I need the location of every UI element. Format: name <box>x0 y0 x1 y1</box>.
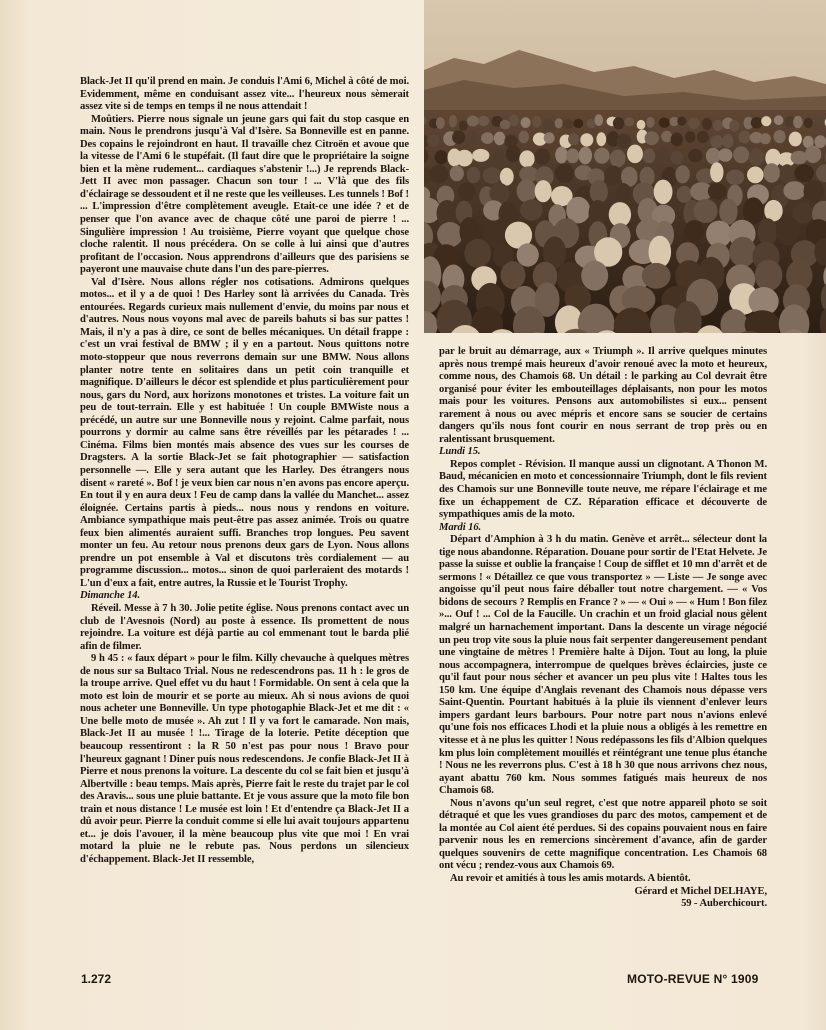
crowd-head <box>435 150 448 164</box>
crowd-head <box>649 236 672 268</box>
crowd-head <box>464 239 491 268</box>
paragraph: Départ d'Amphion à 3 h du matin. Genève et arrêt... sélecteur dont la tige nous abandonne. Réparation. Douane pour sortir de l'Etat Helvete. Je passe la suisse et oublie la française ! Coup de sifflet et 10 mn d'arrêt et de sermons ! « Détaillez ce que vous transportez » — Liste — Je songe avec angoisse qu'il peut nous faire déballer tout notre chargement. — « Vos bidons de secours ? Remplis en France ? » — « Oui » — « Hum ! Bon filez »... Ouf ! ... Col de la Faucille. Un crachin et un froid glacial nous gèlent malgré un harnachement important. Dans la descente un virage négocié un peu trop vite sous la pluie nous fait serpenter dangereusement pendant une vingtaine de mètres ! Première halte à Dijon. Tout au long, la pluie nous accompagnera, interrompue de quelques brèves éclaircies, juste ce qu'il faut pour nous sécher et avancer un peu plus vite ! Haltes tous les 150 km. Une équipe d'Anglais revenant des Chamois nous dépasse vers Saint-Quentin. Pourtant habitués à la pluie ils viennent d'enlever leurs impers gardant leurs barbours. Pour notre part nous n'avions enlevé qu'une fois nos efficaces Lhodi et la pluie nous a obligés à les remettre en vitesse et à ne plus les quitter ! Nous redépassons les fils d'Albion quelques km plus loin complètement mouillés et réintégrant une tenue plus étanche ! Nous ne les reverrons plus. C'est à 18 h 30 que nous arrivons chez nous, ayant abattu 760 km. Nous sommes fatigués mais heureux de nos Chamois 68. <box>439 534 767 797</box>
crowd-head <box>643 148 655 163</box>
crowd-head <box>517 243 539 266</box>
paragraph: 9 h 45 : « faux départ » pour le film. Killy chevauche à quelques mètres de nous sur sa Bultaco Trial. Nous ne redescendrons pas. 11 h : le gros de la troupe arrive. Quel effet vu du haut ! Formidable. On sent à cela que la moto est loin de mourir et se porte au mieux. Ah si nous avions de quoi nous acheter une Bonneville. Un type photogaphie Black-Jet et me dit : « Une belle moto de musée ». Ah zut ! Il y va fort le camarade. Non mais, Black-Jet II au musée ! !... Tirage de la loterie. Petite déception que beaucoup ressentiront : la R 50 n'est pas pour nous ! Bravo pour l'heureux gagnant ! Diner puis nous redescendons. Je confie Black-Jet II à Pierre et nous prenons la voiture. La descente du col se fait bien et jusqu'à Albertville : beau temps. Mais après, Pierre fait le reste du trajet par le col des Aravis... sous une pluie battante. Et je vous assure que la moto file bon train et nous distance ! Le musée est loin ! Et d'entendre ça Black-Jet II a dû avoir peur. Pierre la conduit comme si elle lui avait toujours appartenu et... je dois l'avouer, il la mène beaucoup plus vite que moi ! En vrai motard la pluie ne le rebute pas. Nous perdons un silencieux d'échappement. Black-Jet II ressemble, <box>80 653 409 865</box>
paragraph: par le bruit au démarrage, aux « Triumph ». Il arrive quelques minutes après nous trempé mais heureux d'avoir renoué avec la moto et heureux, comme nous, des Chamois 68. Un détail : le parking au Col devrait être organisé pour éviter les embouteillages déplaisants, non pour les motos mais pour les voitures. Pensons aux automobilistes si eux... pensent rarement à nous ou avec mépris et encore sans se soucier de certains dangers qu'ils nous font courir en nous serrant de trop près ou en ralentissant brusquement. <box>439 346 767 445</box>
crowd-head <box>436 117 445 129</box>
crowd-head <box>532 116 541 128</box>
crowd-head <box>467 167 480 183</box>
paragraph: Repos complet - Révision. Il manque aussi un clignotant. A Thonon M. Baud, mécanicien en moto et concessionnaire Triumph, dont le fils revient des Chamois sur une Bonneville toute neuve, me répare l'éclairage et me fixe un échappement de CZ. Réparation efficace et découverte de sympathiques amis de la moto. <box>439 458 767 521</box>
crowd-head <box>774 115 784 125</box>
crowd-head <box>500 168 514 186</box>
paragraph: Réveil. Messe à 7 h 30. Jolie petite église. Nous prenons contact avec un club de l'Avesnois (Nord) au poste à essence. Ils promettent de nous rejoindre. La voiture est déjà partie au col emmenant tout le barda plié afin de filmer. <box>80 602 409 652</box>
crowd-head <box>656 147 668 162</box>
crowd-head <box>718 148 732 161</box>
crowd-head <box>783 181 805 200</box>
crowd-head <box>755 260 783 291</box>
crowd-head <box>595 114 604 126</box>
crowd-head <box>684 220 705 242</box>
crowd-head <box>688 149 702 162</box>
crowd-head <box>501 261 526 289</box>
day-heading: Dimanche 14. <box>80 590 141 602</box>
crowd-head <box>642 263 671 289</box>
crowd-head <box>805 146 821 164</box>
crowd-head <box>764 200 782 222</box>
crowd-head <box>776 216 800 245</box>
crowd-head <box>449 115 457 128</box>
paragraph: Nous n'avons qu'un seul regret, c'est que notre appareil photo se soit détraqué et que les vues grandioses du parc des motos, campement et de la montée au Col aient été perdues. Si des copains pouvaient nous en faire parvenir nous les en remercions sincèrement d'avance, afin de garder quelques souvenirs de cette magnifique concentration. Les Chamois 68 ont vécu ; rendez-vous aux Chamois 69. <box>439 797 767 872</box>
crowd-head <box>568 133 579 145</box>
crowd-head <box>500 120 511 130</box>
paragraph: Black-Jet II qu'il prend en main. Je conduis l'Ami 6, Michel à côté de moi. Evidemment, même en conduisant assez vite... l'heureux nous sèmerait assez vite si de temps en temps il ne nous attendait ! <box>80 76 409 113</box>
crowd-head <box>555 118 563 128</box>
article-column-left <box>80 76 409 866</box>
day-heading: Mardi 16. <box>439 521 482 533</box>
crowd-head <box>555 164 574 183</box>
paragraph: Val d'Isère. Nous allons régler nos cotisations. Admirons quelques motos... et il y a de quoi ! Des Harley sont là arrivées du Canada. Très entourées. Regards curieux mais nullement d'envie, du moins par nous et d'autres. Nous nous voyons mal avec de pareils bahuts si bas sur pattes ! Mais, il n'y a pas à dire, ce sont de belles mécaniques. Un détail frappe : c'est un vrai festival de BMW ; il y en a partout. Nous quittons notre moto-stoppeur que nous reverrons demain sur une BMW. Nous allons planter notre tente en solitaires dans un petit coin tranquille et magnifique. D'ailleurs le décor est splendide et plus particulièrement pour nous, gars du Nord, aux horizons monotones et tristes. La voiture fait un peu de tout-terrain. Elle y est habituée ! Un couple BMWiste nous a précédé, un autre sur une Bonneville nous y rejoint. Calme parfait, nous pourrons y dormir au calme sans être réveillés par les pétarades ! ... Cinéma. Films bien montés mais absence des vues sur les courses de Dragsters. A la sortie Black-Jet se fait photographier — satisfaction personnelle —. Elle y sera autant que les Harley. Des étrangers nous disent « rareté ». Bof ! je veux bien car nous n'en avons pas encore aperçu. En tout il y en aura deux ! Feu de camp dans la vallée du Manchet... assez éloignée. Certains partis à pieds... nous nous y rendons en voiture. Ambiance sympathique mais peut-être pas assez animée. Trois ou quatre feux bien alimentés auraient suffi. Branches trop longues. Peu savent monter un feu. Au retour nous prenons deux gars de Lyon. Nous allons prendre un pot ensemble à Val et discutons très cordialement — au programme discussion... motos... sinon de quoi parleraient des motards ! L'un d'eux a fait, entre autres, la Russie et le Tourist Trophy. <box>80 276 409 589</box>
crowd-head <box>697 131 709 144</box>
crowd-head <box>594 148 610 164</box>
crowd-head <box>543 119 555 132</box>
crowd-head <box>506 145 521 162</box>
crowd-head <box>780 164 795 183</box>
crowd-head <box>509 114 519 126</box>
crowd-head <box>675 165 689 183</box>
crowd-head <box>747 167 764 184</box>
crowd-head <box>729 237 756 267</box>
magazine-issue: MOTO-REVUE N° 1909 <box>627 972 759 986</box>
crowd-head <box>472 149 489 162</box>
article-column-right <box>439 346 767 911</box>
crowd-head <box>677 117 686 126</box>
paragraph: Moûtiers. Pierre nous signale un jeune gars qui fait du stop casque en main. Nous le prendrons jusqu'à Val d'Isère. Sa Bonneville est en panne. Des copains le rejoindront en haut. Il travaille chez Citroën et avoue que la vitesse de l'Ami 6 le stupéfait. (Il faut dire que le propriétaire la soigne bien et la mène rudement... cardiaques s'abstenir !...) Je reprends Black-Jett II avec mon passager. Chacun son tour ! ... V'là que des fils d'éclairage se dessoudent et il ne reste que les veilleuses. Les tunnels ! Bof ! ... L'impression d'être complètement aveugle. Etait-ce une idée ? et de penser que l'on avance avec de chaque côté une paroi de pierre ! ... Singulière impression ! Au troisième, Pierre voyant que quelque chose cloche ralentit. Il nous précédera. On se colle à lui ainsi que d'autres profitant de l'occasion. Nous apprendrons d'ailleurs que des parisiens se payeront une mauvaise chute dans l'un des pare-pierres. <box>80 113 409 276</box>
crowd-head <box>710 135 723 148</box>
crowd-head <box>761 116 771 126</box>
crowd-head <box>616 183 631 202</box>
crowd-head <box>520 199 543 220</box>
crowd-head <box>661 131 672 143</box>
crowd-head <box>452 130 465 144</box>
crowd-head <box>789 132 802 147</box>
crowd-head <box>427 135 439 147</box>
crowd-photo <box>424 0 826 333</box>
crowd-head <box>521 117 531 128</box>
crowd-head <box>478 116 489 126</box>
crowd-head <box>646 117 654 128</box>
crowd-head <box>738 131 750 144</box>
crowd-head <box>596 132 606 146</box>
crowd-head <box>494 132 505 146</box>
crowd-head <box>688 118 700 129</box>
page-number: 1.272 <box>81 972 112 986</box>
crowd-head <box>581 261 608 291</box>
crowd-head <box>814 135 826 148</box>
crowd-head <box>544 132 555 143</box>
crowd-head <box>694 199 718 223</box>
crowd-head <box>813 115 824 126</box>
day-heading: Lundi 15. <box>439 446 481 458</box>
crowd-head <box>751 117 763 129</box>
crowd-head <box>483 167 502 183</box>
crowd-head <box>763 163 780 182</box>
crowd-head <box>429 165 448 184</box>
crowd-head <box>450 166 464 182</box>
crowd-head <box>637 120 646 130</box>
crowd-head <box>760 133 771 144</box>
crowd-head <box>774 130 786 143</box>
crowd-head <box>613 117 624 129</box>
crowd-head <box>702 118 712 131</box>
crowd-head <box>645 131 659 145</box>
crowd-head <box>519 150 534 167</box>
crowd-head <box>566 149 579 164</box>
crowd-head <box>467 131 478 146</box>
crowd-head <box>791 151 808 165</box>
crowd-head <box>743 197 764 224</box>
crowd-head <box>685 131 695 143</box>
crowd-head <box>535 180 552 202</box>
crowd-head <box>708 183 727 200</box>
crowd-head <box>467 116 479 127</box>
crowd-head <box>610 150 626 168</box>
crowd-head <box>749 148 765 166</box>
crowd-head <box>804 180 825 203</box>
photo-illustration <box>424 0 826 333</box>
crowd-head <box>481 132 494 144</box>
crowd-head <box>627 145 643 164</box>
crowd-head <box>459 120 468 131</box>
crowd-head <box>456 150 473 167</box>
crowd-head <box>793 116 803 129</box>
crowd-head <box>580 133 593 146</box>
crowd-head <box>758 218 778 245</box>
crowd-head <box>563 119 574 129</box>
crowd-head <box>723 134 734 148</box>
crowd-head <box>713 120 723 131</box>
crowd-head <box>624 117 634 126</box>
crowd-head <box>437 222 463 247</box>
crowd-head <box>519 131 529 144</box>
crowd-head <box>617 134 632 149</box>
crowd-head <box>733 146 749 163</box>
crowd-head <box>659 118 670 128</box>
signature-line: 59 - Auberchicourt. <box>681 898 767 910</box>
crowd-head <box>654 180 673 204</box>
crowd-head <box>671 133 683 147</box>
paragraph: Au revoir et amitiés à tous les amis motards. A bientôt. <box>450 872 691 884</box>
crowd-head <box>804 118 813 129</box>
crowd-head <box>573 119 583 128</box>
crowd-head <box>671 151 684 164</box>
crowd-head <box>604 166 622 186</box>
crowd-head <box>579 147 592 165</box>
crowd-head <box>726 170 744 186</box>
crowd-head <box>493 150 505 164</box>
crowd-head <box>794 164 814 182</box>
crowd-head <box>534 148 550 164</box>
crowd-head <box>555 147 568 164</box>
crowd-head <box>710 162 723 182</box>
crowd-head <box>719 199 737 225</box>
crowd-head <box>517 179 537 202</box>
signature-line: Gérard et Michel DELHAYE, <box>634 885 767 897</box>
crowd-head <box>458 183 476 201</box>
crowd-head <box>729 120 739 132</box>
